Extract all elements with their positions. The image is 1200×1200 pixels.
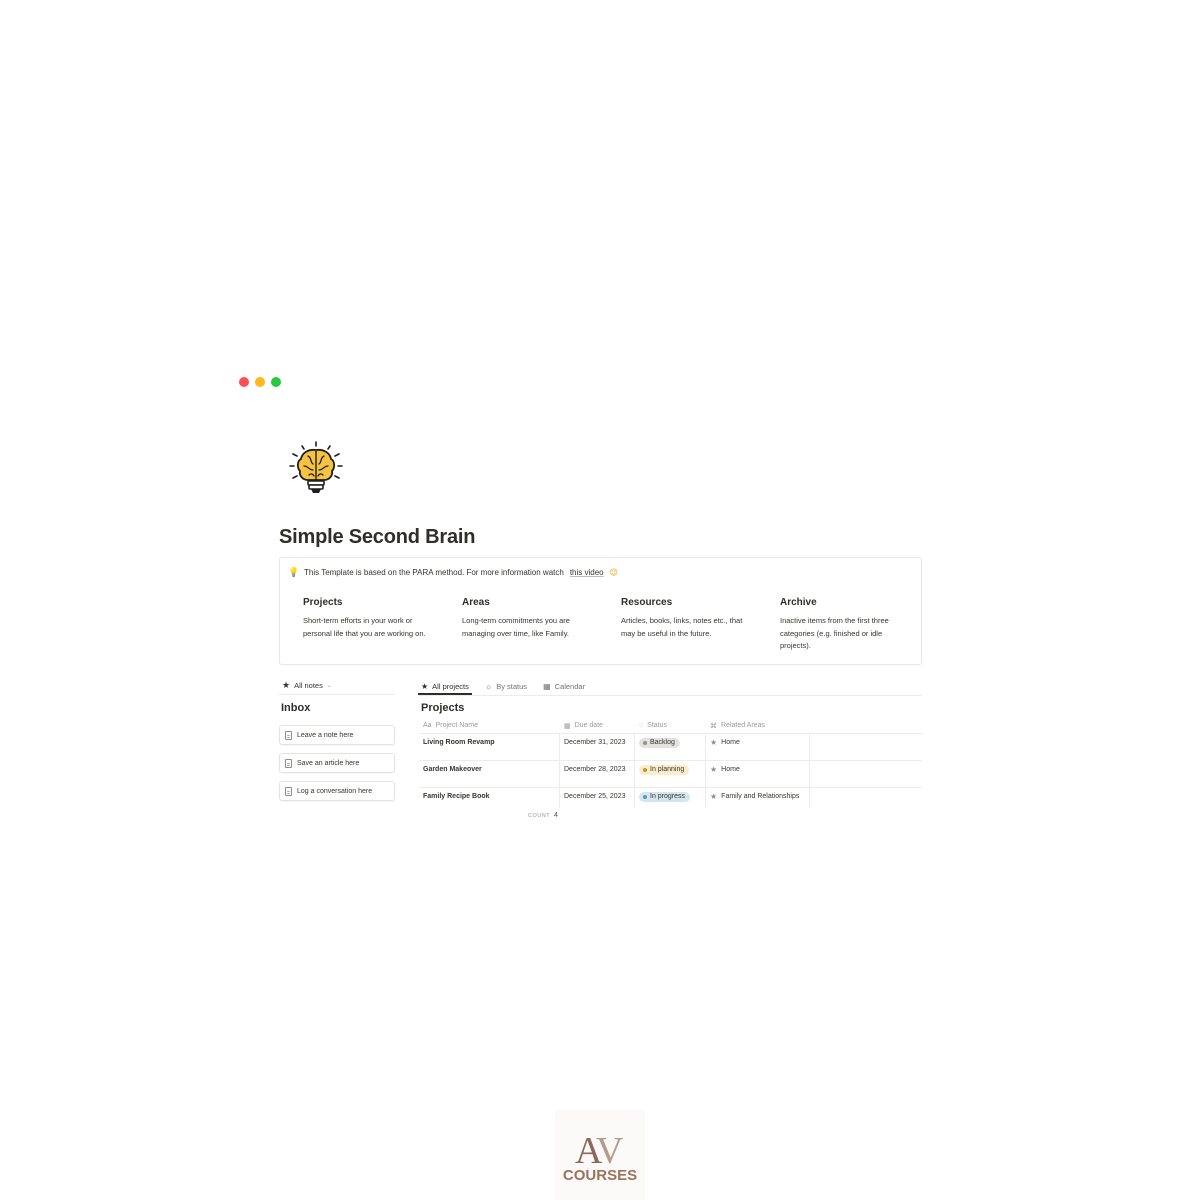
- project-name-cell[interactable]: Living Room Revamp: [419, 734, 560, 760]
- related-area-cell[interactable]: [706, 734, 810, 760]
- page-icon: [285, 787, 292, 796]
- logo-monogram: V: [596, 1130, 624, 1172]
- star-icon: ★: [282, 680, 291, 690]
- chevron-down-icon[interactable]: ⌄: [326, 683, 332, 689]
- page-icon: [285, 759, 292, 768]
- lightbulb-icon: 💡: [288, 567, 300, 577]
- logo-wordmark: COURSES: [562, 1167, 638, 1184]
- related-area: [710, 765, 809, 775]
- tab-all-projects[interactable]: [418, 679, 472, 695]
- tab-by-status[interactable]: [482, 679, 530, 693]
- status-label: In progress: [650, 793, 686, 800]
- minimize-window-button[interactable]: [255, 377, 265, 387]
- status-pill: [639, 738, 680, 748]
- status-dot: [643, 741, 647, 745]
- inbox-card[interactable]: [279, 781, 395, 801]
- empty-cell: [810, 734, 922, 760]
- area-label: Home: [721, 766, 740, 773]
- status-dot: [643, 768, 647, 772]
- column-heading: Archive: [780, 597, 817, 608]
- star-icon: ★: [421, 681, 429, 691]
- card-title: Save an article here: [297, 759, 360, 767]
- av-courses-logo: [555, 1110, 645, 1200]
- related-area-cell[interactable]: [706, 788, 810, 808]
- card-title: Log a conversation here: [297, 787, 373, 795]
- status-label: Backlog: [650, 739, 675, 746]
- status-cell[interactable]: [635, 788, 706, 808]
- column-label: Status: [647, 722, 668, 729]
- calendar-icon: ▦: [564, 722, 571, 730]
- para-column-projects: [303, 597, 462, 653]
- projects-database-title[interactable]: Projects: [421, 702, 465, 714]
- star-icon: ★: [710, 738, 718, 747]
- close-window-button[interactable]: [239, 377, 249, 387]
- para-callout: [279, 557, 922, 665]
- relation-icon: ⌘: [710, 722, 717, 730]
- tab-label: All projects: [432, 681, 469, 691]
- maximize-window-button[interactable]: [271, 377, 281, 387]
- status-cell[interactable]: [635, 761, 706, 787]
- window-controls: [239, 377, 281, 387]
- inbox-title[interactable]: Inbox: [281, 702, 311, 714]
- count-value: 4: [554, 812, 559, 819]
- video-link[interactable]: this video: [569, 568, 604, 577]
- callout-intro: [288, 567, 618, 578]
- count-label: COUNT: [528, 813, 550, 819]
- column-header-project-name[interactable]: [419, 718, 560, 734]
- status-label: In planning: [650, 766, 685, 773]
- page-title[interactable]: Simple Second Brain: [279, 526, 476, 548]
- tab-calendar[interactable]: [540, 679, 588, 693]
- column-heading: Projects: [303, 597, 343, 608]
- column-body: Articles, books, links, notes etc., that may be useful in the future.: [621, 616, 743, 638]
- status-cell[interactable]: [635, 734, 706, 760]
- column-header-empty: [810, 718, 922, 734]
- wink-emoji-icon: 😉: [609, 568, 618, 577]
- tab-label: Calendar: [554, 681, 586, 691]
- inbox-card[interactable]: [279, 753, 395, 773]
- table-row[interactable]: [419, 788, 922, 808]
- projects-view-tabs: [418, 679, 588, 695]
- tab-label: By status: [496, 681, 528, 691]
- para-column-archive: [780, 597, 939, 653]
- project-name-cell[interactable]: Family Recipe Book: [419, 788, 560, 808]
- para-columns: [303, 597, 939, 653]
- table-row[interactable]: [419, 761, 922, 788]
- text-property-icon: Aa: [423, 722, 432, 729]
- column-label: Related Areas: [721, 722, 765, 729]
- projects-table: [419, 718, 922, 808]
- related-area: [710, 792, 809, 802]
- tab-label: All notes: [294, 681, 323, 690]
- table-header: [419, 718, 922, 734]
- empty-cell: [810, 761, 922, 787]
- page-icon: [285, 731, 292, 740]
- column-header-status[interactable]: [635, 718, 706, 734]
- related-area-cell[interactable]: [706, 761, 810, 787]
- column-body: Short-term efforts in your work or personal life that you are working on.: [303, 616, 426, 638]
- table-row[interactable]: [419, 734, 922, 761]
- project-name-cell[interactable]: Garden Makeover: [419, 761, 560, 787]
- column-heading: Areas: [462, 597, 490, 608]
- calendar-icon: ▦: [543, 681, 551, 691]
- divider: [279, 694, 395, 695]
- para-column-areas: [462, 597, 621, 653]
- status-icon: ☼: [484, 681, 493, 691]
- inbox-card[interactable]: [279, 725, 395, 745]
- status-icon: ◌: [639, 722, 644, 729]
- column-label: Due date: [574, 722, 604, 729]
- logo-monogram: A: [575, 1130, 603, 1172]
- para-column-resources: [621, 597, 780, 653]
- due-date-cell[interactable]: December 28, 2023: [560, 761, 635, 787]
- column-body: Inactive items from the first three categories (e.g. finished or idle projects).: [780, 616, 889, 650]
- status-pill: [639, 792, 690, 802]
- star-icon: ★: [710, 765, 718, 774]
- table-count[interactable]: [528, 812, 558, 819]
- due-date-cell[interactable]: December 25, 2023: [560, 788, 635, 808]
- due-date-cell[interactable]: December 31, 2023: [560, 734, 635, 760]
- callout-text: This Template is based on the PARA method. For more information watch: [304, 568, 564, 577]
- column-header-related-areas[interactable]: [706, 718, 810, 734]
- related-area: [710, 738, 809, 748]
- column-heading: Resources: [621, 597, 673, 608]
- column-header-due-date[interactable]: [560, 718, 635, 734]
- divider: [418, 695, 922, 696]
- brain-lightbulb-icon[interactable]: [288, 440, 344, 500]
- empty-cell: [810, 788, 922, 808]
- card-title: Leave a note here: [297, 731, 354, 739]
- tab-all-notes[interactable]: [282, 680, 332, 691]
- column-label: Project Name: [435, 722, 478, 729]
- star-icon: ★: [710, 792, 718, 801]
- column-body: Long-term commitments you are managing over time, like Family.: [462, 616, 570, 638]
- status-pill: [639, 765, 689, 775]
- area-label: Family and Relationships: [721, 793, 800, 800]
- area-label: Home: [721, 739, 740, 746]
- status-dot: [643, 795, 647, 799]
